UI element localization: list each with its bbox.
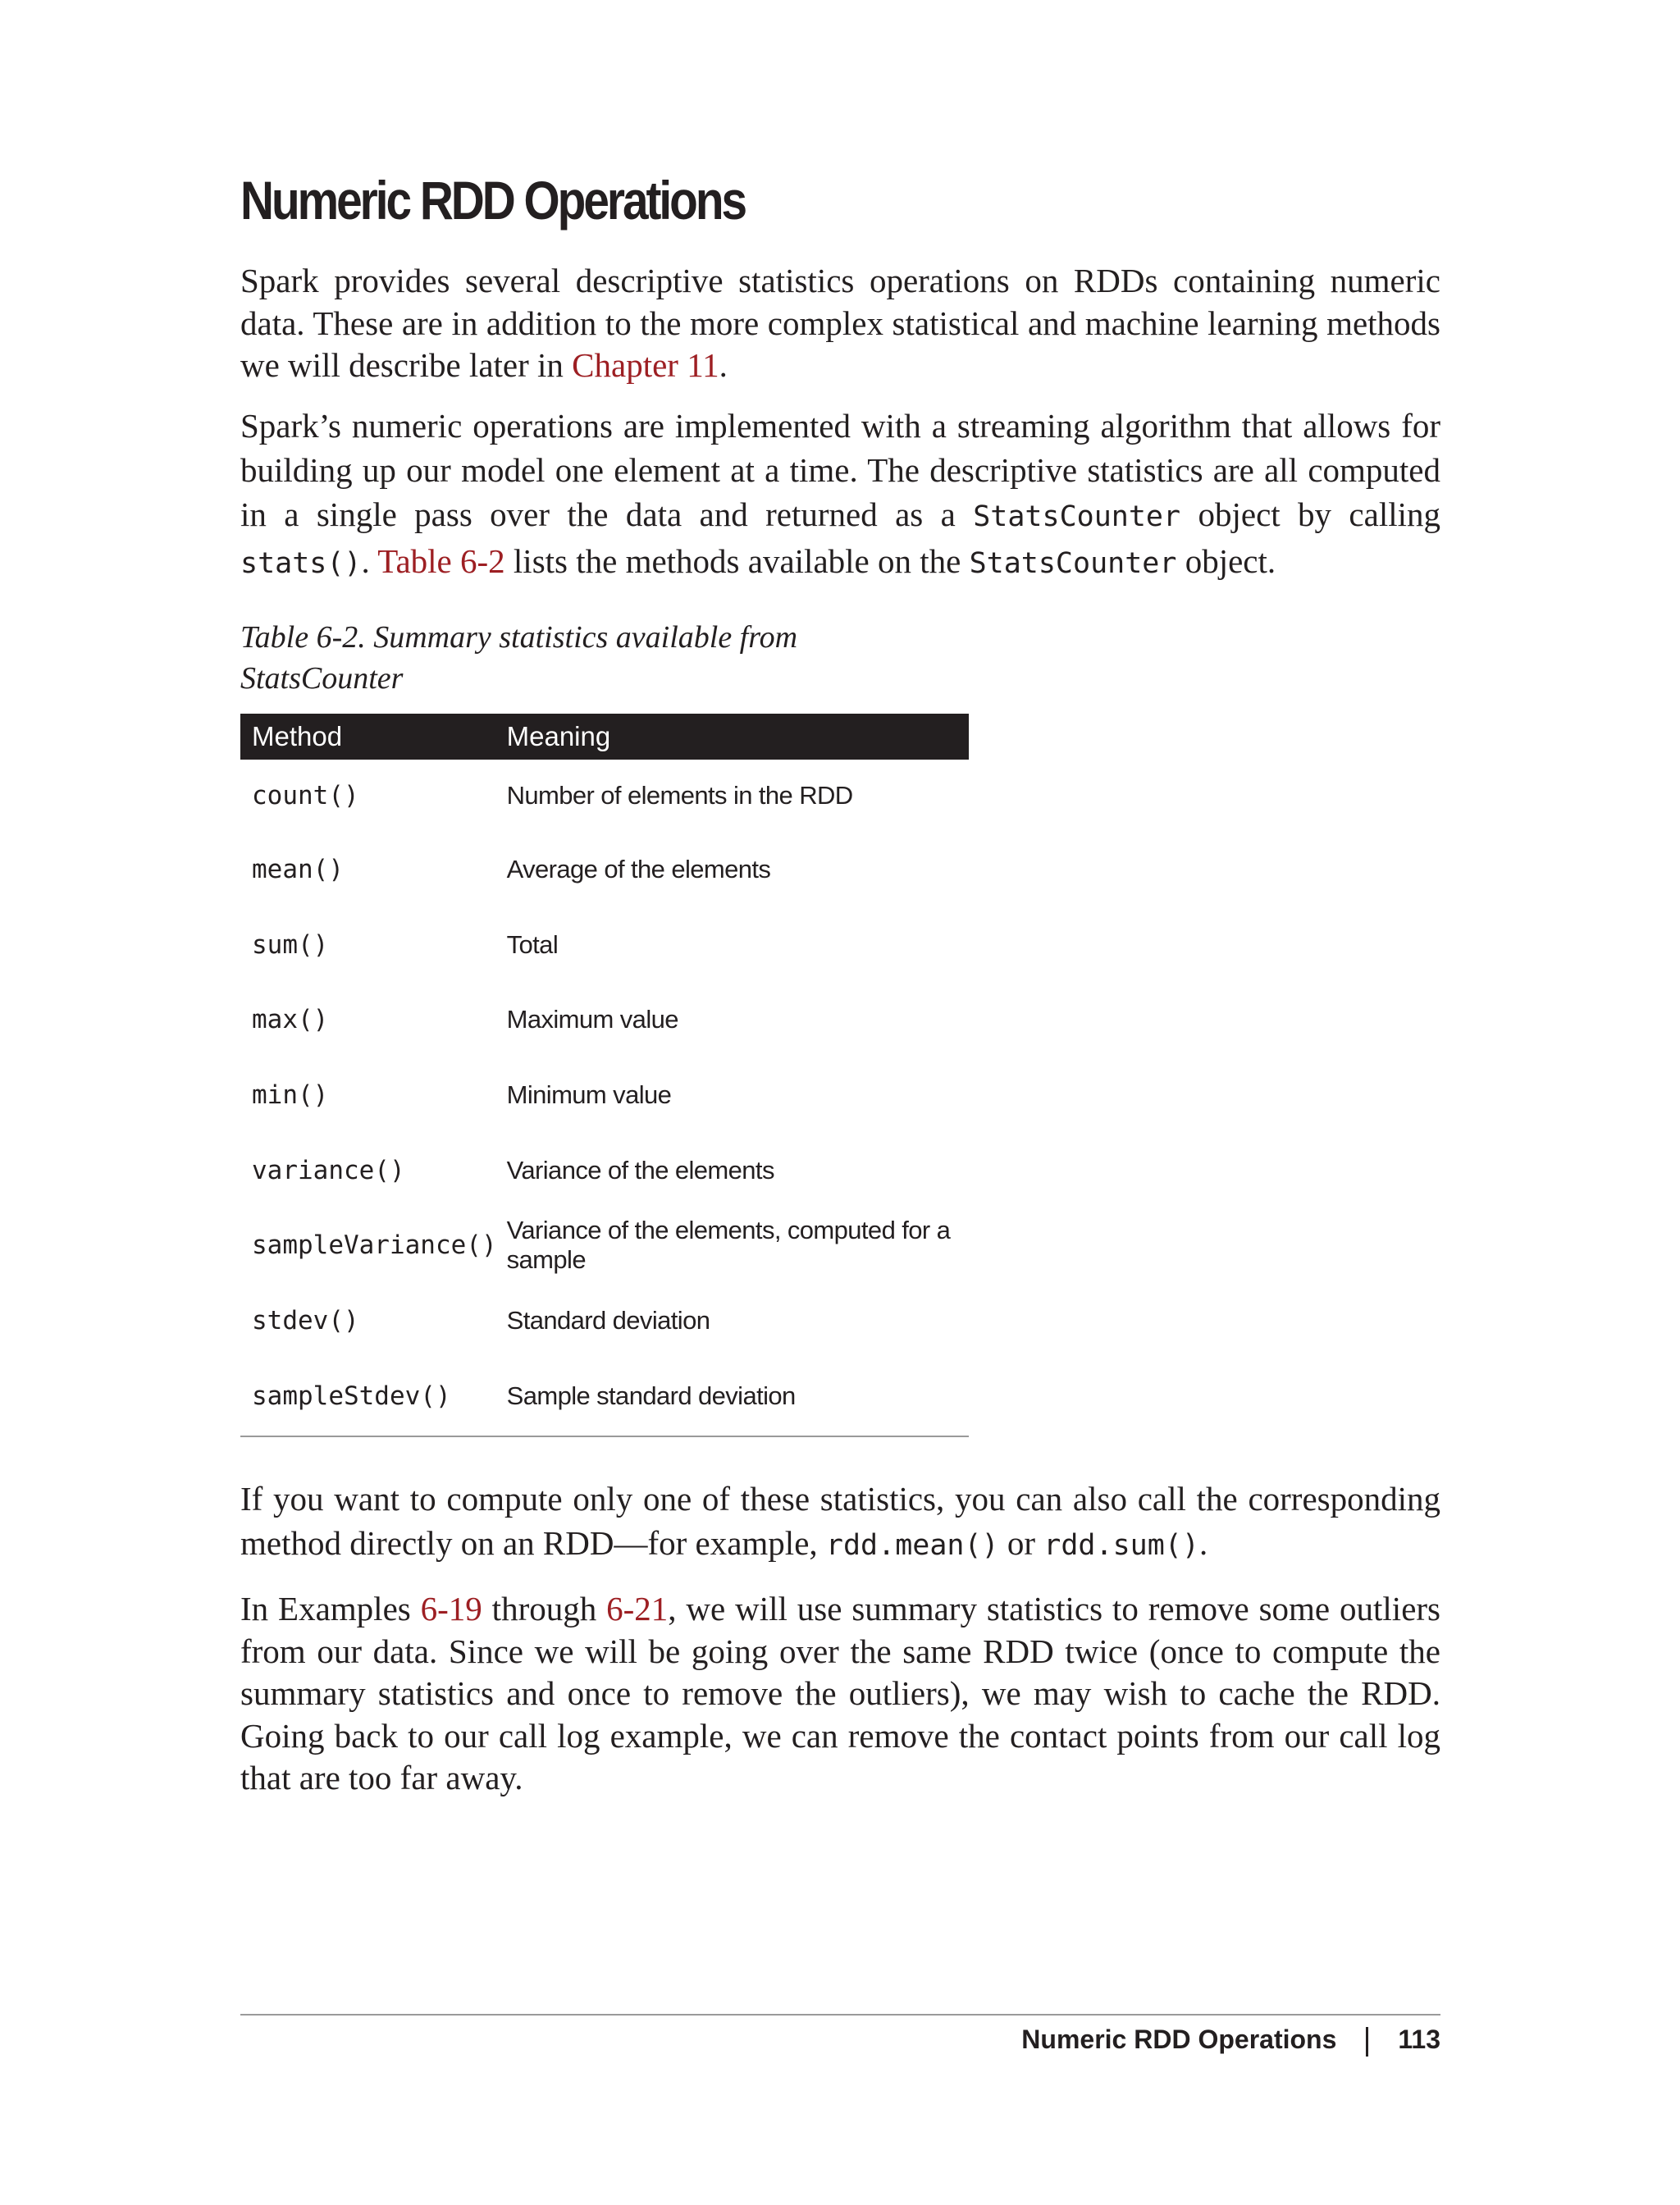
- text: If you want to compute only one of these statistics, you can also call the corresponding method directly on an RDD—for example,: [240, 1480, 1440, 1562]
- method-name: mean(): [252, 854, 344, 884]
- method-cell: [240, 907, 497, 983]
- intro-paragraph: [240, 260, 1440, 387]
- outliers-paragraph: [240, 1588, 1440, 1800]
- method-cell: [240, 1283, 497, 1358]
- text: object by calling: [1180, 495, 1440, 533]
- method-cell: [240, 1133, 497, 1208]
- inline-code: rdd.mean(): [825, 1529, 999, 1562]
- footer-section-title: Numeric RDD Operations: [1021, 2025, 1337, 2054]
- method-name: sampleVariance(): [252, 1230, 497, 1261]
- example-6-19-link[interactable]: 6-19: [420, 1590, 482, 1628]
- chapter-11-link[interactable]: Chapter 11: [572, 346, 719, 384]
- text: , we will use summary statistics to remove some outliers from our data. Since we will be going over the same RDD twice (once to compute the summary statistics and once to remove the outliers), we may wish to cache the RDD. Going back to our call log example, we can remove the contact points from our call log that are too far away.: [240, 1590, 1440, 1796]
- caption-line: StatsCounter: [240, 661, 404, 696]
- table-caption: [240, 617, 979, 699]
- method-cell: [240, 1057, 497, 1133]
- method-cell: [240, 832, 497, 907]
- inline-code: rdd.sum(): [1043, 1529, 1199, 1562]
- meaning-cell: Variance of the elements, computed for a sample: [506, 1216, 951, 1275]
- table-row: [240, 907, 969, 983]
- method-name: min(): [252, 1080, 329, 1110]
- text: In Examples: [240, 1590, 421, 1628]
- method-name: variance(): [252, 1155, 405, 1185]
- method-cell: [240, 1208, 497, 1283]
- table-row: [240, 1208, 969, 1283]
- table-row: [240, 1358, 969, 1434]
- table-6-2-link[interactable]: Table 6-2: [377, 542, 505, 580]
- inline-code: stats(): [240, 547, 362, 580]
- text: .: [1198, 1524, 1208, 1562]
- text: lists the methods available on the: [504, 542, 970, 580]
- numeric-operations-paragraph: [240, 404, 1440, 586]
- text: object.: [1176, 542, 1276, 580]
- text: or: [998, 1524, 1044, 1562]
- method-name: stdev(): [252, 1305, 359, 1335]
- meaning-cell: Total: [506, 929, 559, 959]
- table-row: [240, 1283, 969, 1358]
- method-name: max(): [252, 1005, 329, 1035]
- footer-rule: [240, 2014, 1440, 2016]
- table-row: [240, 1057, 969, 1133]
- method-cell: [240, 982, 497, 1057]
- meaning-cell: Standard deviation: [506, 1305, 710, 1335]
- method-cell: [240, 760, 497, 832]
- method-cell: [240, 1358, 497, 1434]
- method-name: count(): [252, 781, 359, 810]
- meaning-cell: Number of elements in the RDD: [506, 781, 853, 810]
- meaning-cell: Average of the elements: [506, 854, 771, 883]
- meaning-cell: Variance of the elements: [506, 1155, 774, 1185]
- inline-code: StatsCounter: [969, 547, 1177, 580]
- table-header-row: [240, 714, 969, 760]
- table-row: [240, 760, 969, 832]
- text: Spark provides several descriptive statistics operations on RDDs containing numeric data. These are in addition to the more complex statistical and machine learning methods we will describe later in: [240, 262, 1440, 384]
- table-row: [240, 1133, 969, 1208]
- meaning-cell: Maximum value: [506, 1005, 678, 1034]
- text: Spark’s numeric operations are implemented with a streaming algorithm that allows for building up our model one element at a time. The descriptive statistics are all computed in a single pass over the data and returned as a: [240, 407, 1440, 533]
- table-row: [240, 982, 969, 1057]
- column-header-method: Method: [240, 714, 497, 760]
- inline-code: StatsCounter: [973, 500, 1181, 533]
- table-bottom-rule: [240, 1436, 969, 1437]
- section-title: Numeric RDD Operations: [240, 170, 746, 231]
- method-name: sampleStdev(): [252, 1381, 451, 1411]
- column-header-meaning: Meaning: [497, 714, 969, 760]
- caption-line: Table 6-2. Summary statistics available from: [240, 620, 798, 655]
- table-row: [240, 832, 969, 907]
- page-number: 113: [1398, 2025, 1440, 2054]
- text: .: [361, 542, 378, 580]
- meaning-cell: Minimum value: [506, 1080, 672, 1109]
- text: .: [719, 346, 728, 384]
- footer-separator: [1366, 2027, 1368, 2057]
- text: through: [482, 1590, 607, 1628]
- single-statistic-paragraph: [240, 1477, 1440, 1568]
- running-footer: [1021, 2025, 1440, 2057]
- method-name: sum(): [252, 929, 329, 960]
- meaning-cell: Sample standard deviation: [506, 1381, 796, 1410]
- summary-statistics-table: [240, 714, 969, 1437]
- example-6-21-link[interactable]: 6-21: [606, 1590, 669, 1628]
